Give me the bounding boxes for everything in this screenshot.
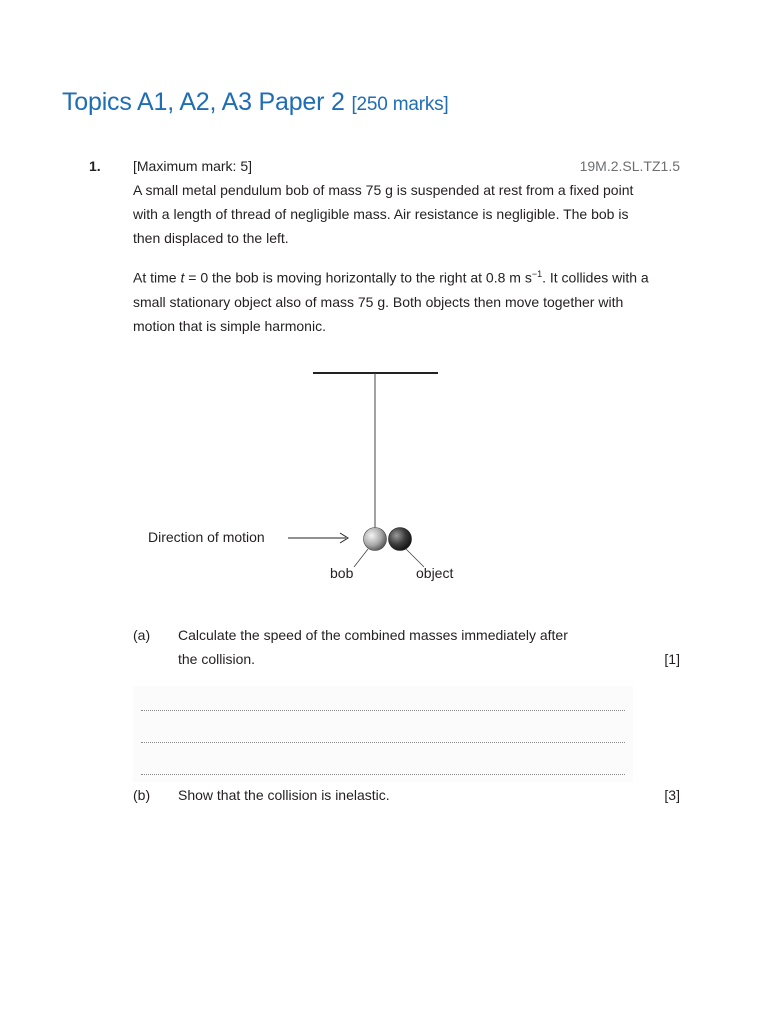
part-b-label: (b)	[133, 787, 151, 803]
question-paragraph-1: A small metal pendulum bob of mass 75 g is suspended at rest from a fixed point with a length of thread of negligible mass. Air resistance is negligible. The bob is then displaced to the left.	[133, 182, 634, 246]
part-b-mark: [3]	[664, 787, 680, 803]
part-b-text: Show that the collision is inelastic.	[178, 787, 390, 803]
time-variable: t	[180, 269, 185, 286]
answer-line[interactable]	[141, 774, 625, 775]
unit-exponent: −1	[531, 269, 543, 279]
question-paragraph-2	[133, 262, 653, 338]
para2-before: At time	[133, 269, 181, 286]
question-reference: 19M.2.SL.TZ1.5	[579, 158, 680, 174]
answer-area[interactable]	[133, 686, 633, 782]
part-a-label: (a)	[133, 627, 151, 643]
para2-after: . It collides with a small stationary object also of mass 75 g. Both objects then move together with motion that is simple harmonic.	[133, 269, 649, 334]
part-a-text	[178, 623, 598, 671]
answer-line[interactable]	[141, 742, 625, 743]
stationary-object	[389, 528, 412, 551]
page-title	[62, 88, 449, 117]
bob-leader-line	[354, 549, 368, 567]
bob-label: bob	[330, 565, 354, 581]
maximum-mark: [Maximum mark: 5]	[133, 158, 253, 174]
object-label: object	[416, 565, 454, 581]
para2-mid: = 0 the bob is moving horizontally to the right at 0.8 m s	[184, 269, 532, 286]
part-a-mark: [1]	[664, 651, 680, 667]
question-number: 1.	[89, 158, 101, 174]
title-text: Topics A1, A2, A3 Paper 2	[62, 88, 345, 116]
total-marks: [250 marks]	[351, 94, 449, 115]
bob	[364, 528, 387, 551]
answer-line[interactable]	[141, 710, 625, 711]
direction-label: Direction of motion	[148, 529, 265, 545]
pendulum-diagram	[140, 360, 480, 590]
part-a-line-2: the collision.	[178, 651, 256, 667]
part-a-line-1: Calculate the speed of the combined masses immediately after	[178, 627, 568, 643]
